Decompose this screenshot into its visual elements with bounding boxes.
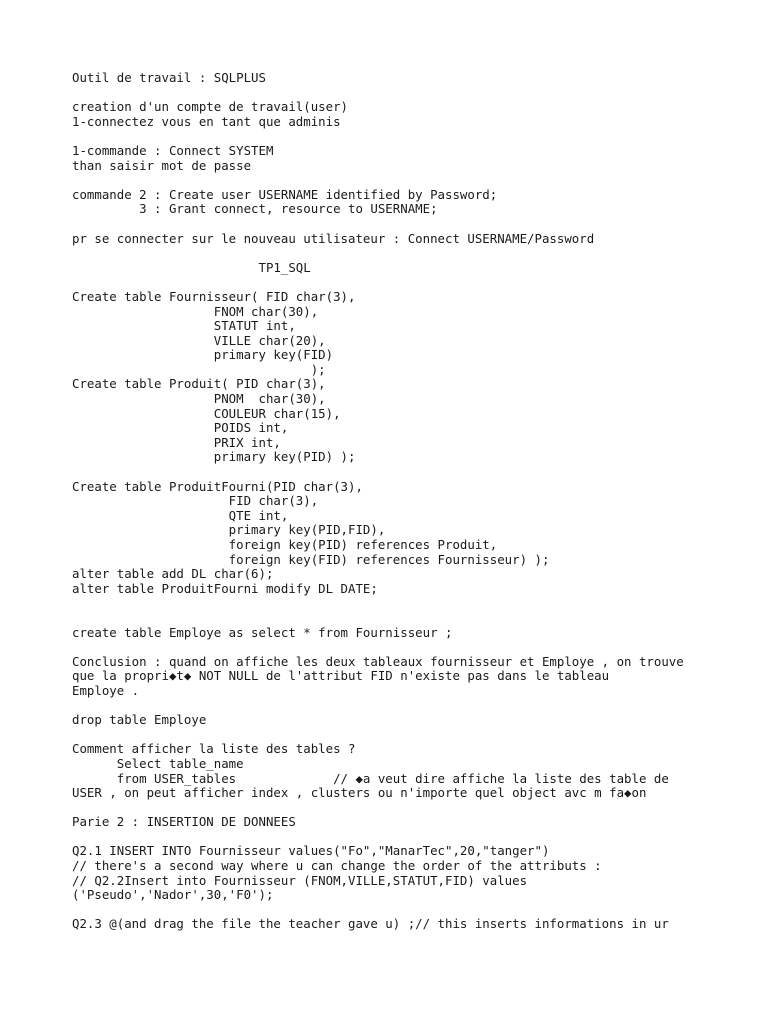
text-line: than saisir mot de passe	[72, 157, 252, 173]
text-line	[72, 830, 732, 845]
text-line: Employe .	[72, 682, 140, 698]
text-line: que la propri◆t◆ NOT NULL de l'attribut FID n'existe pas dans le tableau	[72, 668, 610, 684]
text-line: FNOM char(30),	[72, 303, 319, 319]
text-line	[72, 173, 732, 188]
text-line	[72, 275, 732, 290]
text-line	[72, 699, 732, 714]
text-line	[72, 611, 732, 626]
text-line: USER , on peut afficher index , clusters ou n'importe quel object avc m fa◆on	[72, 785, 647, 801]
document-body	[72, 71, 732, 932]
text-line	[72, 596, 732, 611]
text-line: COULEUR char(15),	[72, 405, 341, 421]
text-line: Outil de travail : SQLPLUS	[72, 70, 266, 85]
text-line: commande 2 : Create user USERNAME identified by Password;	[72, 186, 498, 202]
text-line	[72, 728, 732, 743]
text-line: 1-commande : Connect SYSTEM	[72, 142, 274, 158]
text-line: foreign key(FID) references Fournisseur) );	[72, 551, 550, 567]
text-line: 1-connectez vous en tant que adminis	[72, 113, 341, 129]
text-line	[72, 217, 732, 232]
text-line: Conclusion : quand on affiche les deux tableaux fournisseur et Employe , on trouve	[72, 653, 684, 669]
text-line: VILLE char(20),	[72, 332, 326, 348]
text-line	[72, 903, 732, 918]
text-line: alter table add DL char(6);	[72, 566, 274, 582]
text-line: Q2.3 @(and drag the file the teacher gave u) ;// this inserts informations in ur	[72, 916, 669, 932]
text-line: PNOM char(30),	[72, 391, 326, 407]
text-line: );	[72, 361, 326, 377]
text-line: primary key(PID,FID),	[72, 522, 386, 538]
text-line: Comment afficher la liste des tables ?	[72, 741, 356, 757]
text-line: FID char(3),	[72, 493, 319, 509]
text-line: Parie 2 : INSERTION DE DONNEES	[72, 814, 296, 830]
text-line: ('Pseudo','Nador',30,'F0');	[72, 887, 274, 903]
text-line: Create table Produit( PID char(3),	[72, 376, 326, 392]
text-line	[72, 86, 732, 101]
text-line: Q2.1 INSERT INTO Fournisseur values("Fo","ManarTec",20,"tanger")	[72, 843, 550, 859]
text-line	[72, 129, 732, 144]
text-line: pr se connecter sur le nouveau utilisateur : Connect USERNAME/Password	[72, 230, 595, 246]
text-line: TP1_SQL	[72, 259, 311, 275]
text-line: primary key(FID)	[72, 347, 334, 363]
text-line: 3 : Grant connect, resource to USERNAME;	[72, 201, 438, 217]
text-line: Select table_name	[72, 755, 244, 771]
text-line: alter table ProduitFourni modify DL DATE;	[72, 580, 378, 596]
text-line	[72, 465, 732, 480]
text-line: foreign key(PID) references Produit,	[72, 537, 498, 552]
text-line: drop table Employe	[72, 712, 207, 728]
text-line: PRIX int,	[72, 434, 281, 450]
text-line: Create table ProduitFourni(PID char(3),	[72, 478, 363, 494]
text-line: from USER_tables // ◆a veut dire affiche la liste des table de	[72, 770, 669, 786]
text-line: // there's a second way where u can change the order of the attributs :	[72, 858, 602, 874]
text-line	[72, 246, 732, 261]
text-line: Create table Fournisseur( FID char(3),	[72, 288, 356, 304]
text-line: // Q2.2Insert into Fournisseur (FNOM,VILLE,STATUT,FID) values	[72, 872, 528, 888]
text-line: create table Employe as select * from Fournisseur ;	[72, 624, 453, 640]
text-line	[72, 640, 732, 655]
text-line: STATUT int,	[72, 318, 296, 334]
text-line: QTE int,	[72, 507, 289, 523]
text-line: primary key(PID) );	[72, 449, 356, 465]
text-line: POIDS int,	[72, 420, 289, 436]
text-line: creation d'un compte de travail(user)	[72, 99, 349, 115]
text-line	[72, 801, 732, 816]
